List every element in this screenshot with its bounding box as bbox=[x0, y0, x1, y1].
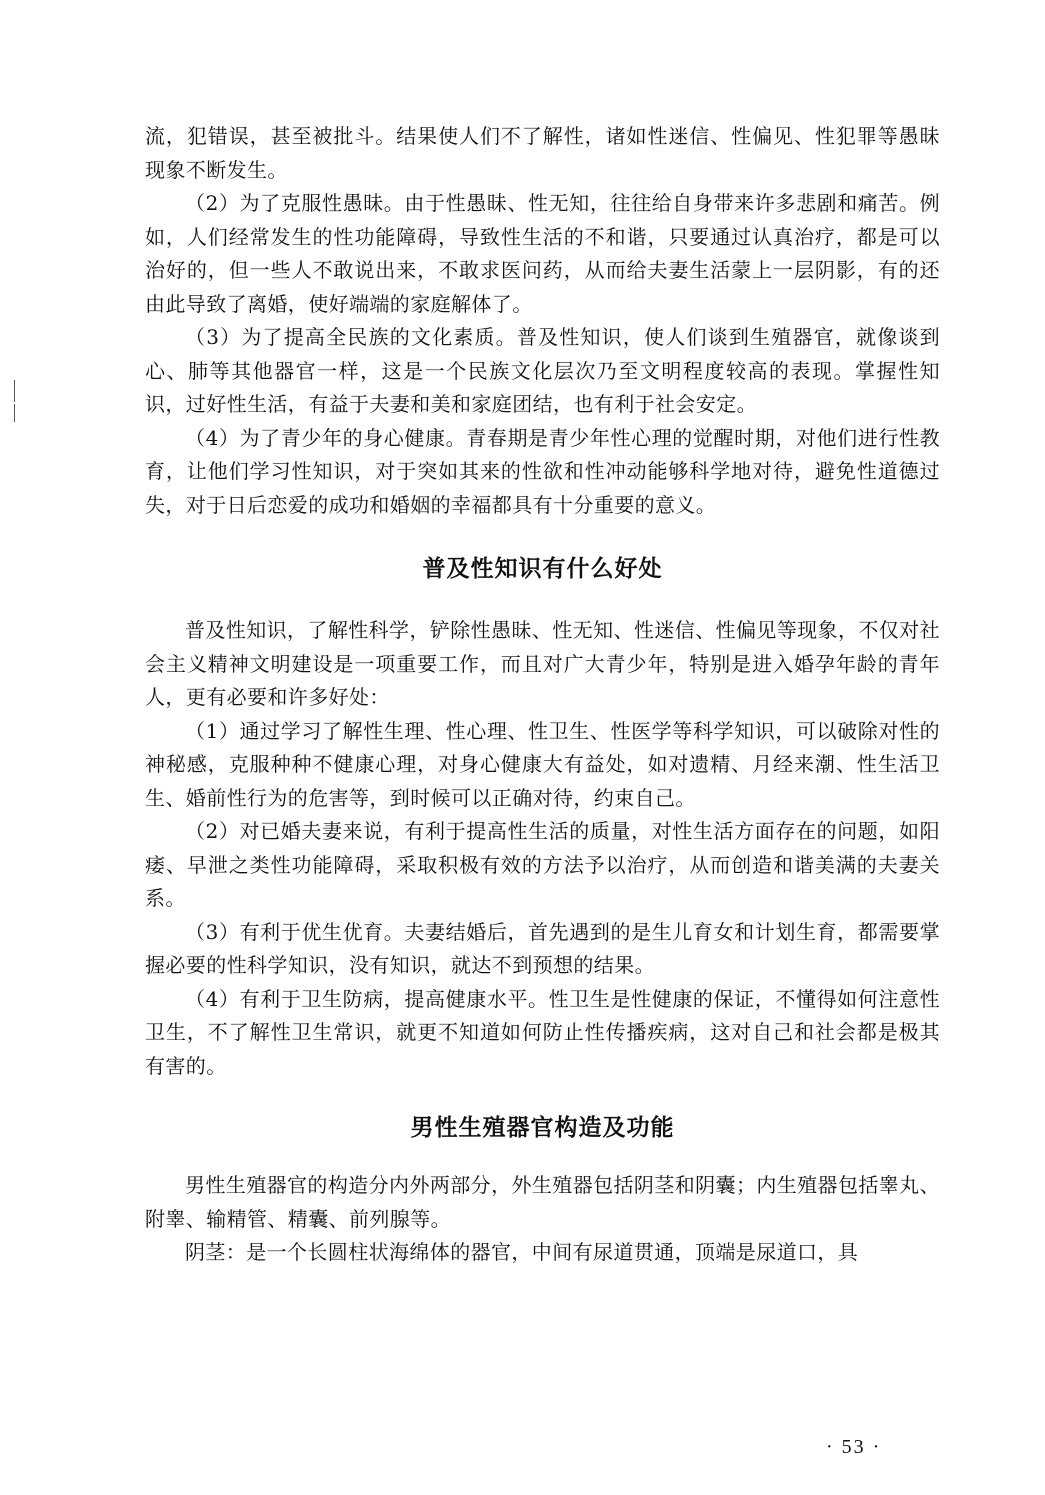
paragraph: （4）有利于卫生防病，提高健康水平。性卫生是性健康的保证，不懂得如何注意性卫生，不了解性卫生常识，就更不知道如何防止性传播疾病，这对自己和社会都是极其有害的。 bbox=[145, 986, 940, 1078]
paragraph: （2）为了克服性愚昧。由于性愚昧、性无知，往往给自身带来许多悲剧和痛苦。例如，人们经常发生的性功能障碍，导致性生活的不和谐，只要通过认真治疗，都是可以治好的，但一些人不敢说出来，不敢求医问药，从而给夫妻生活蒙上一层阴影，有的还由此导致了离婚，使好端端的家庭解体了。 bbox=[145, 191, 940, 316]
paragraph: （1）通过学习了解性生理、性心理、性卫生、性医学等科学知识，可以破除对性的神秘感，克服种种不健康心理，对身心健康大有益处，如对遗精、月经来潮、性生活卫生、婚前性行为的危害等，到时候可以正确对待，约束自己。 bbox=[145, 718, 940, 810]
section-heading: 普及性知识有什么好处 bbox=[422, 556, 663, 582]
paragraph: 阴茎：是一个长圆柱状海绵体的器官，中间有尿道贯通，顶端是尿道口，具 bbox=[185, 1240, 859, 1264]
scan-artifact bbox=[14, 404, 15, 422]
paragraph: 普及性知识，了解性科学，铲除性愚昧、性无知、性迷信、性偏见等现象，不仅对社会主义精神文明建设是一项重要工作，而且对广大青少年，特别是进入婚孕年龄的青年人，更有必要和许多好处： bbox=[145, 618, 940, 709]
paragraph: 流，犯错误，甚至被批斗。结果使人们不了解性，诸如性迷信、性偏见、性犯罪等愚昧现象不断发生。 bbox=[145, 124, 940, 182]
paragraph: （3）为了提高全民族的文化素质。普及性知识，使人们谈到生殖器官，就像谈到心、肺等其他器官一样，这是一个民族文化层次乃至文明程度较高的表现。掌握性知识，过好性生活，有益于夫妻和美和家庭团结，也有利于社会安定。 bbox=[145, 325, 940, 416]
paragraph: （3）有利于优生优育。夫妻结婚后，首先遇到的是生儿育女和计划生育，都需要掌握必要的性科学知识，没有知识，就达不到预想的结果。 bbox=[145, 919, 940, 977]
paragraph: 男性生殖器官的构造分内外两部分，外生殖器包括阴茎和阴囊；内生殖器包括睾丸、附睾、输精管、精囊、前列腺等。 bbox=[145, 1173, 940, 1231]
section-heading: 男性生殖器官构造及功能 bbox=[410, 1115, 675, 1141]
page-number: · 53 · bbox=[826, 1436, 882, 1458]
page-body bbox=[145, 120, 940, 1270]
scan-artifact bbox=[14, 380, 15, 402]
paragraph: （4）为了青少年的身心健康。青春期是青少年性心理的觉醒时期，对他们进行性教育，让他们学习性知识，对于突如其来的性欲和性冲动能够科学地对待，避免性道德过失，对于日后恋爱的成功和婚姻的幸福都具有十分重要的意义。 bbox=[145, 425, 940, 517]
paragraph: （2）对已婚夫妻来说，有利于提高性生活的质量，对性生活方面存在的问题，如阳痿、早泄之类性功能障碍，采取积极有效的方法予以治疗，从而创造和谐美满的夫妻关系。 bbox=[145, 819, 940, 910]
